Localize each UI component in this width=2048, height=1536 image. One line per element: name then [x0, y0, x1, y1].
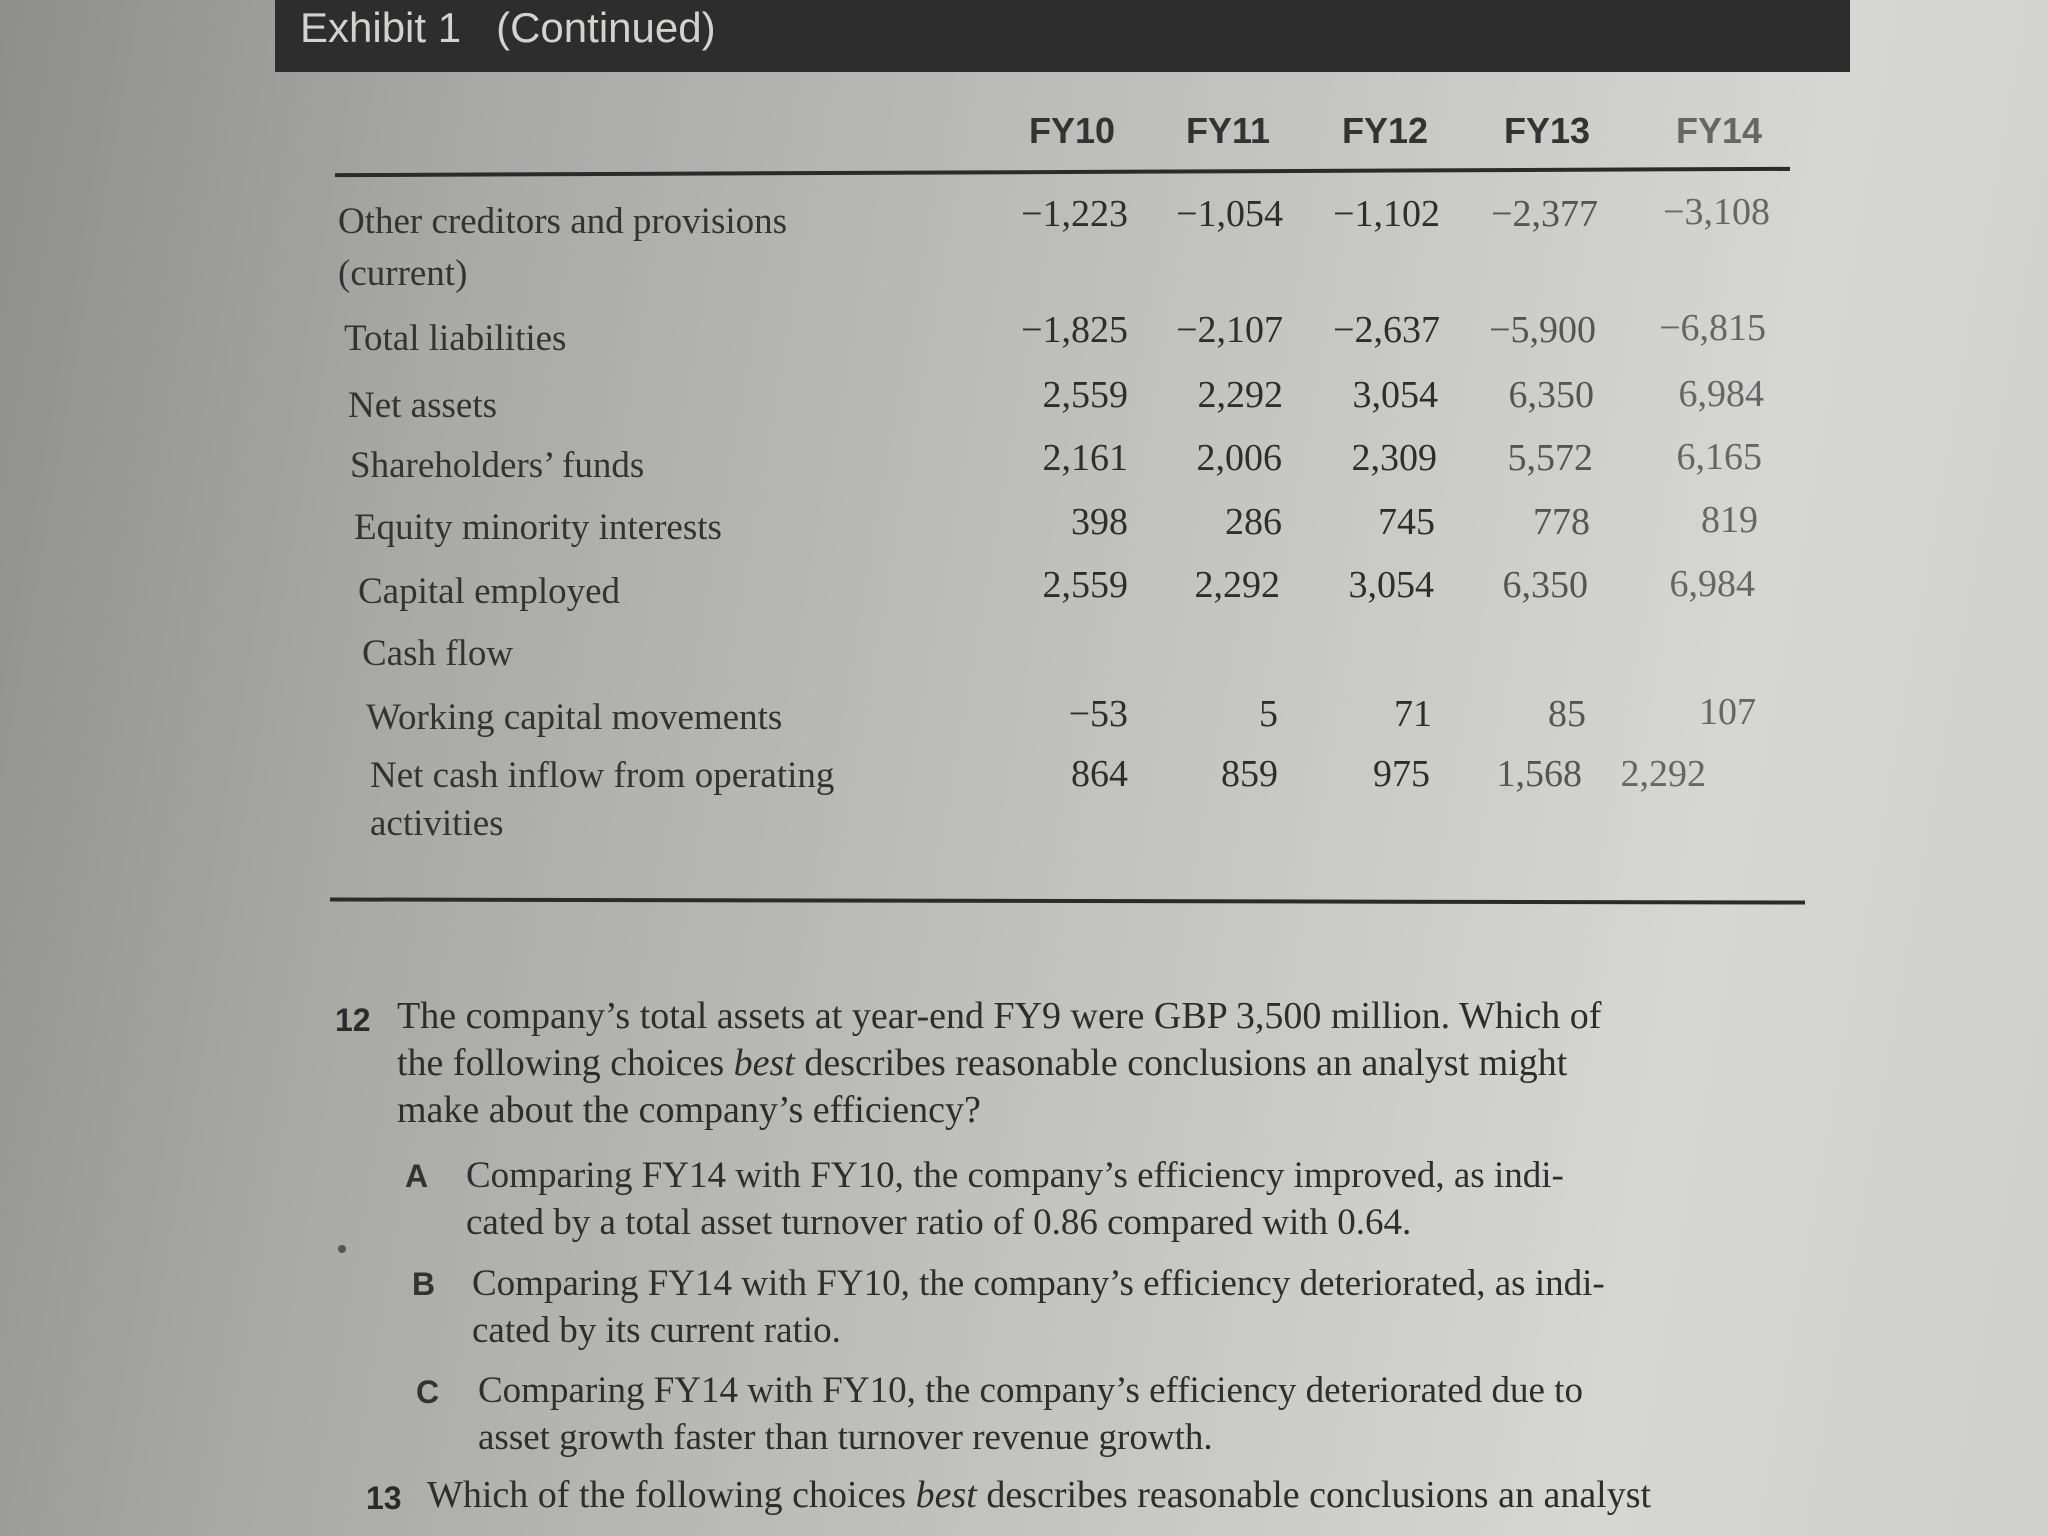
- table-cell: 2,309: [1351, 437, 1437, 479]
- option-letter: C: [416, 1374, 440, 1410]
- table-cell: −2,637: [1333, 309, 1440, 351]
- table-cell: 6,984: [1669, 563, 1755, 605]
- table-cell: 819: [1701, 499, 1758, 541]
- row-label: Equity minority interests: [354, 507, 722, 548]
- option-text: [472, 1260, 1772, 1354]
- margin-mark: [338, 1245, 346, 1253]
- row-label: Working capital movements: [366, 697, 783, 738]
- table-cell: −6,815: [1659, 307, 1766, 349]
- table-cell: 2,292: [1194, 564, 1280, 606]
- table-cell: −1,825: [1021, 309, 1128, 351]
- table-cell: 859: [1221, 753, 1278, 795]
- table-cell: −1,054: [1176, 193, 1283, 235]
- row-label-line: Net cash inflow from operating: [370, 755, 835, 796]
- question-emphasis: best: [733, 1042, 795, 1084]
- exhibit-title: [300, 4, 716, 52]
- option-line: Comparing FY14 with FY10, the company’s efficiency improved, as indi-: [466, 1155, 1564, 1196]
- option-text: [466, 1152, 1766, 1246]
- option-text: [478, 1367, 1778, 1461]
- table-cell: −3,108: [1663, 191, 1770, 233]
- option-line: asset growth faster than turnover revenue growth.: [478, 1417, 1213, 1458]
- table-cell: 2,292: [1620, 753, 1706, 795]
- table-cell: 5,572: [1507, 437, 1593, 479]
- exhibit-title-label: Exhibit 1: [300, 4, 462, 51]
- table-cell: 6,350: [1502, 564, 1588, 606]
- row-label: Shareholders’ funds: [350, 445, 645, 486]
- row-label: Cash flow: [362, 633, 514, 674]
- option-line: cated by a total asset turnover ratio of 0.86 compared with 0.64.: [466, 1202, 1412, 1243]
- table-cell: 2,161: [1042, 437, 1128, 479]
- table-cell: 3,054: [1352, 374, 1438, 416]
- table-cell: 85: [1548, 693, 1586, 735]
- table-cell: 6,165: [1676, 436, 1762, 478]
- question-text: [397, 993, 1601, 1134]
- table-cell: 2,559: [1042, 564, 1128, 606]
- column-header-fy13: FY13: [1503, 110, 1590, 151]
- table-cell: 1,568: [1496, 753, 1582, 795]
- column-header-fy12: FY12: [1341, 110, 1428, 151]
- question-text: [427, 1472, 1651, 1519]
- table-cell: −5,900: [1489, 309, 1596, 351]
- option-line: Comparing FY14 with FY10, the company’s efficiency deteriorated due to: [478, 1370, 1583, 1411]
- row-label-line: Other creditors and provisions: [338, 201, 788, 242]
- table-cell: 6,350: [1508, 374, 1594, 416]
- question-line: make about the company’s efficiency?: [397, 1089, 981, 1131]
- column-header-fy14: FY14: [1675, 110, 1762, 151]
- row-label: Net assets: [348, 385, 497, 426]
- table-cell: 778: [1533, 501, 1590, 543]
- row-label-line: activities: [370, 803, 504, 844]
- table-cell: 286: [1225, 501, 1282, 543]
- row-label: [370, 752, 930, 848]
- table-cell: −2,107: [1176, 309, 1283, 351]
- exhibit-subtitle: (Continued): [496, 4, 716, 51]
- table-cell: −53: [1068, 693, 1128, 735]
- question-line-part: describes reasonable conclusions an analyst: [976, 1474, 1652, 1516]
- table-cell: 2,292: [1197, 374, 1283, 416]
- row-label-line: (current): [338, 253, 468, 294]
- table-cell: −1,102: [1333, 193, 1440, 235]
- table-bottom-rule: [330, 897, 1805, 904]
- row-label: Total liabilities: [344, 318, 567, 359]
- option-letter: B: [412, 1266, 436, 1302]
- table-cell: 975: [1373, 753, 1430, 795]
- table-cell: 6,984: [1678, 373, 1764, 415]
- table-cell: 745: [1378, 501, 1435, 543]
- table-cell: 2,559: [1042, 374, 1128, 416]
- question-line: [397, 1040, 1601, 1087]
- column-header-fy11: FY11: [1185, 110, 1270, 151]
- question-line-part: describes reasonable conclusions an analyst might: [794, 1042, 1568, 1084]
- header-rule: [335, 167, 1790, 177]
- table-cell: 2,006: [1196, 437, 1282, 479]
- table-cell: 107: [1699, 691, 1756, 733]
- column-header-fy10: FY10: [1028, 110, 1115, 151]
- question-number: 13: [366, 1480, 402, 1516]
- table-cell: 5: [1259, 693, 1278, 735]
- table-cell: −2,377: [1491, 193, 1598, 235]
- question-number: 12: [335, 1002, 371, 1038]
- question-line-part: Which of the following choices: [427, 1474, 916, 1516]
- table-cell: 398: [1071, 501, 1128, 543]
- option-letter: A: [405, 1158, 429, 1194]
- row-label: Capital employed: [358, 571, 621, 612]
- table-cell: 71: [1394, 693, 1432, 735]
- table-cell: 864: [1071, 753, 1128, 795]
- table-cell: 3,054: [1348, 564, 1434, 606]
- row-label: [338, 196, 898, 300]
- question-line-part: the following choices: [397, 1042, 734, 1084]
- question-line: The company’s total assets at year-end FY9 were GBP 3,500 million. Which of: [397, 995, 1602, 1037]
- option-line: Comparing FY14 with FY10, the company’s efficiency deteriorated, as indi-: [472, 1263, 1605, 1304]
- option-line: cated by its current ratio.: [472, 1310, 841, 1351]
- table-cell: −1,223: [1021, 193, 1128, 235]
- question-emphasis: best: [915, 1474, 977, 1516]
